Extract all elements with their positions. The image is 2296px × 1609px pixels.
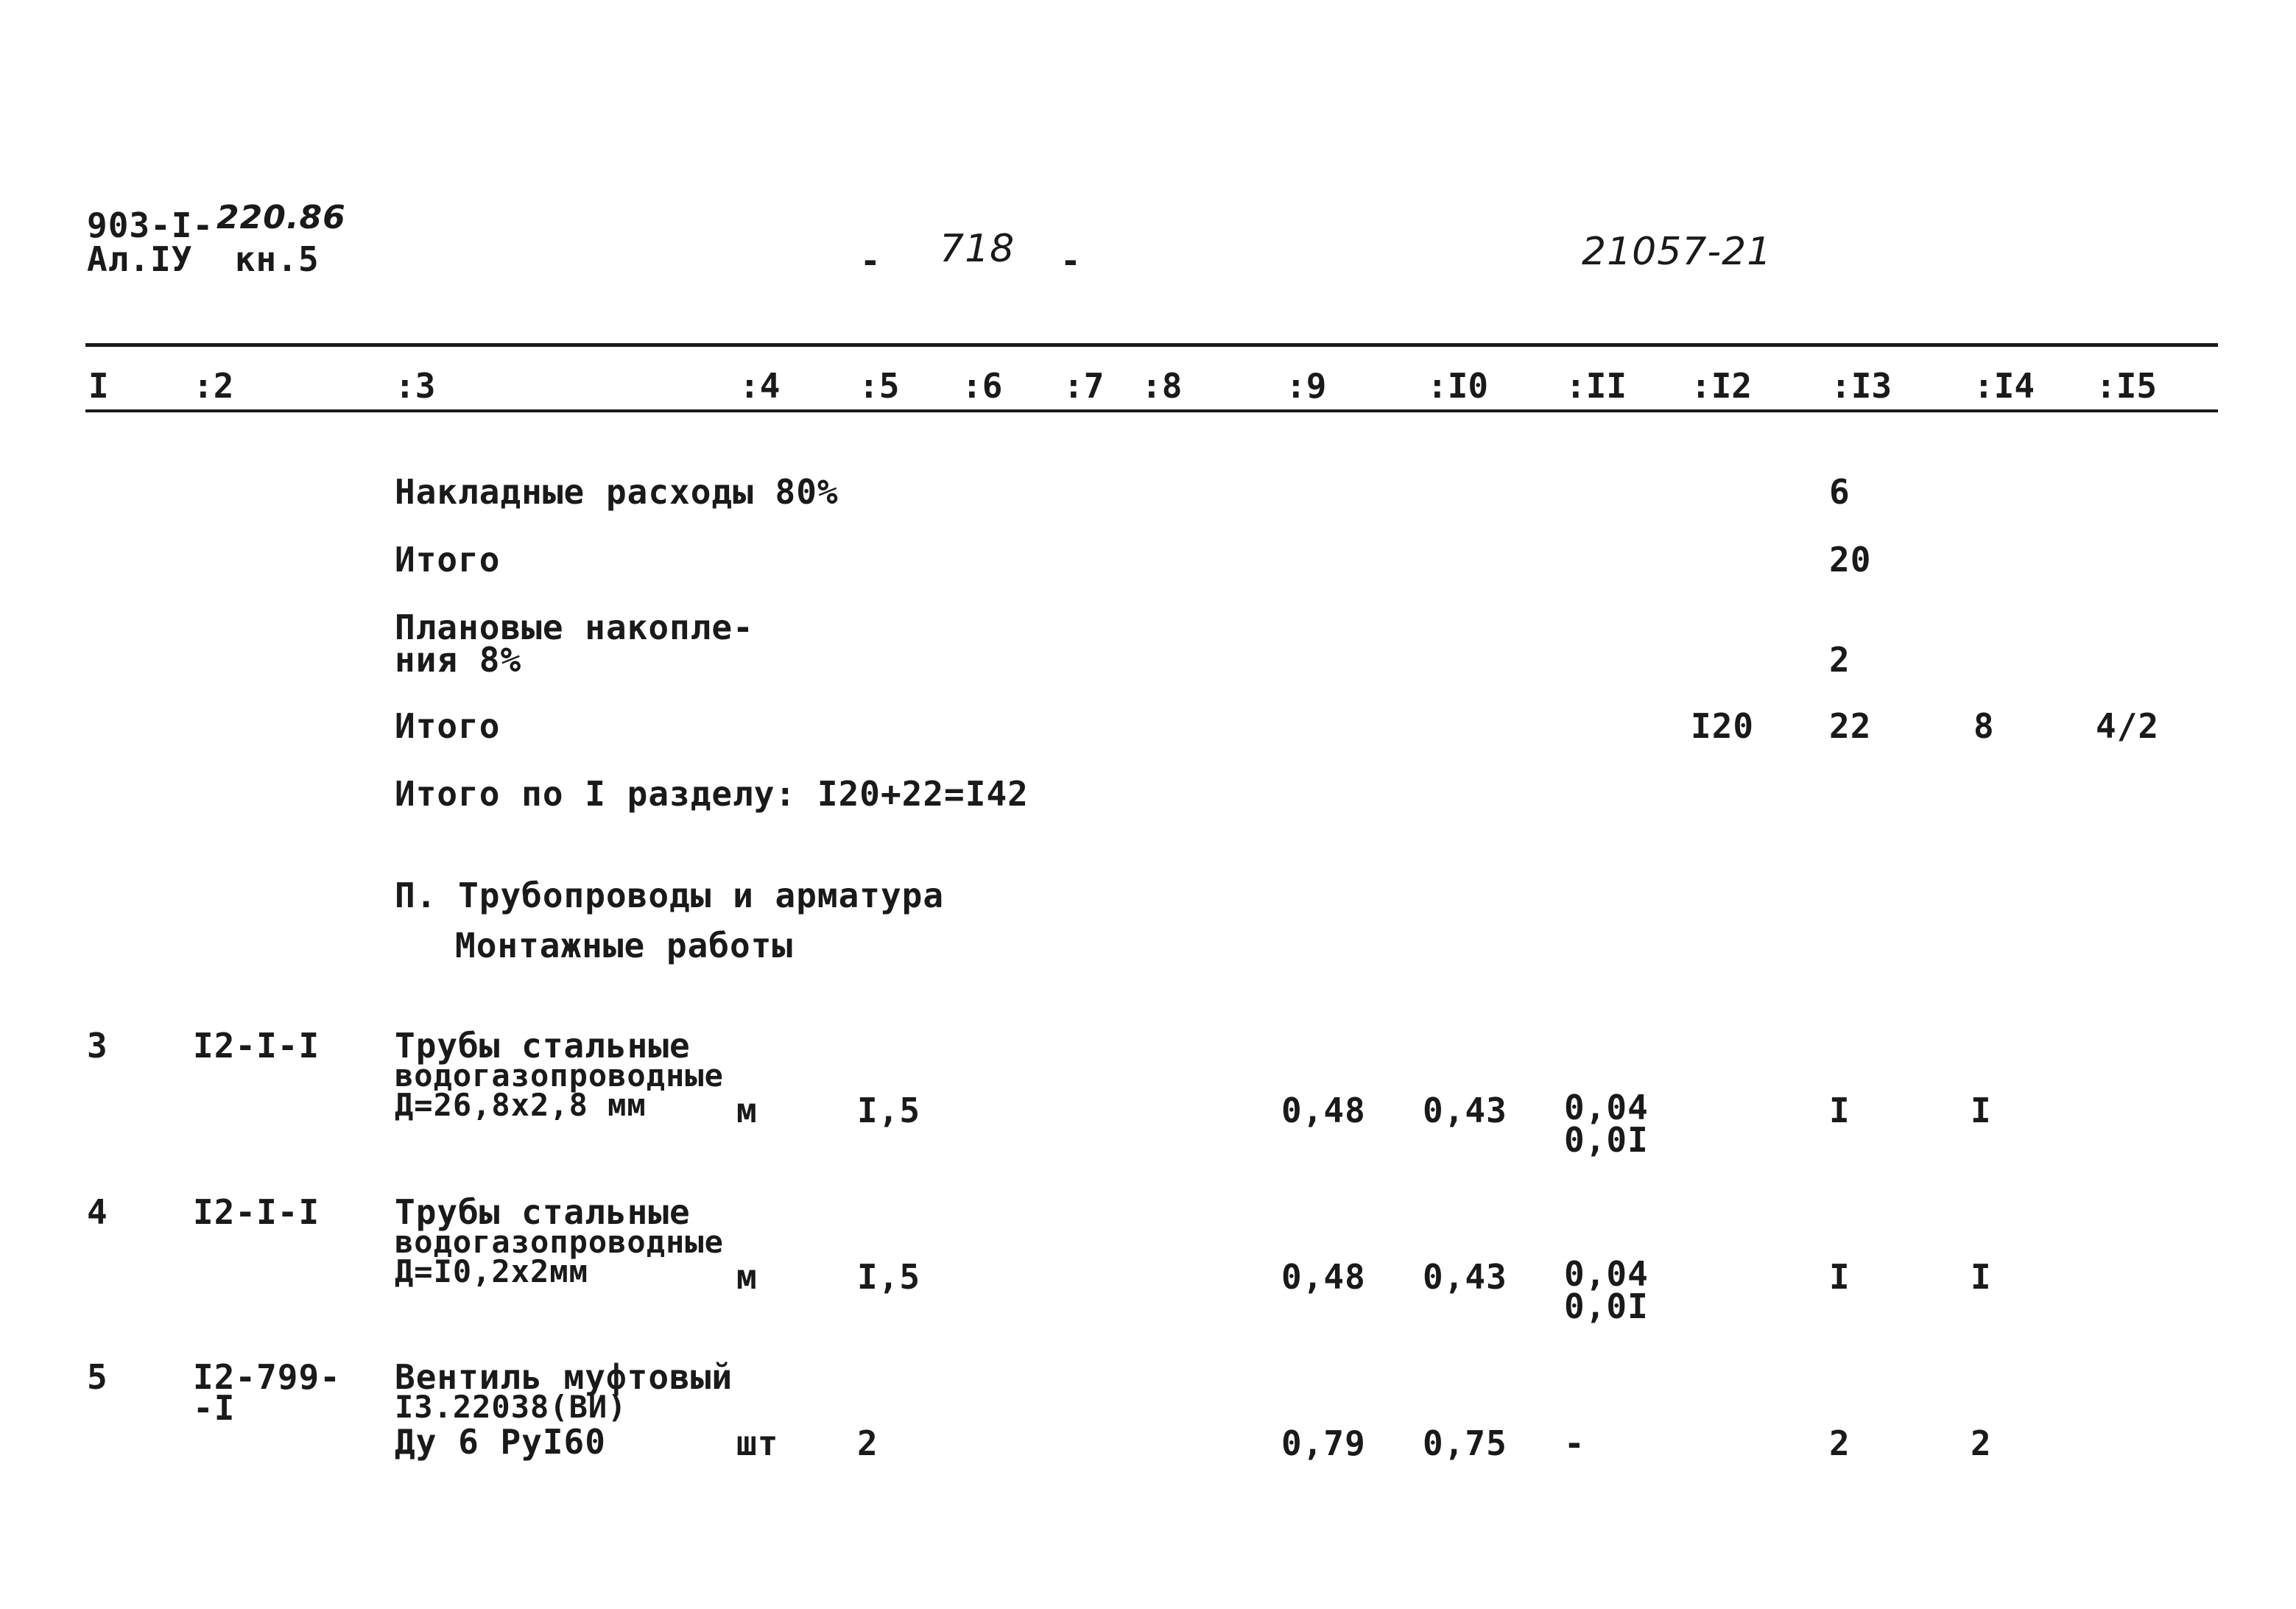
page-number: 718 — [940, 227, 1015, 271]
total-label: Итого — [395, 706, 501, 746]
row-description-line1: Трубы стальные — [395, 1026, 691, 1066]
row-quantity: I,5 — [857, 1257, 921, 1297]
row-col10: 0,75 — [1423, 1423, 1507, 1463]
row-unit: шт — [736, 1423, 779, 1463]
column-header-4: :4 — [739, 366, 781, 406]
row-description-line2: I3.22038(ВИ) — [395, 1389, 627, 1425]
row-description-line1: Трубы стальные — [395, 1192, 691, 1232]
overhead-value: 6 — [1829, 472, 1850, 512]
column-header-11: :II — [1566, 366, 1627, 406]
page-dash-right: - — [1060, 241, 1082, 281]
total-value: 20 — [1829, 540, 1872, 580]
row-unit: м — [736, 1091, 758, 1130]
row-col14: I — [1971, 1091, 1992, 1130]
row-unit: м — [736, 1257, 758, 1297]
row-code-line2: -I — [193, 1388, 236, 1428]
column-header-7: :7 — [1063, 366, 1105, 406]
column-header-6: :6 — [962, 366, 1003, 406]
row-quantity: I,5 — [857, 1091, 921, 1130]
section-subtitle: Монтажные работы — [455, 926, 794, 965]
sheet-number: 21057-21 — [1582, 230, 1772, 274]
row-col11: - — [1564, 1423, 1585, 1463]
row-col10: 0,43 — [1423, 1091, 1507, 1130]
row-code: I2-I-I — [193, 1192, 320, 1232]
table-top-rule — [85, 343, 2218, 347]
row-number: 4 — [87, 1192, 108, 1232]
row-col10: 0,43 — [1423, 1257, 1507, 1297]
row-description-line3: Д=26,8х2,8 мм — [395, 1087, 647, 1123]
row-quantity: 2 — [857, 1423, 878, 1463]
album-line: Ал.IУ кн.5 — [87, 239, 320, 279]
column-header-10: :I0 — [1427, 366, 1489, 406]
row-col11-top: 0,04 — [1564, 1254, 1649, 1294]
section-title: П. Трубопроводы и арматура — [395, 876, 945, 915]
row-col13: I — [1829, 1091, 1850, 1130]
column-header-9: :9 — [1286, 366, 1327, 406]
section-total: Итого по I разделу: I20+22=I42 — [395, 774, 1029, 814]
row-col11-bottom: 0,0I — [1564, 1120, 1649, 1160]
planned-label-line2: ния 8% — [395, 640, 522, 680]
planned-value: 2 — [1829, 640, 1850, 680]
overhead-label: Накладные расходы 80% — [395, 472, 839, 512]
row-col13: I — [1829, 1257, 1850, 1297]
column-header-5: :5 — [859, 366, 900, 406]
row-col13: 2 — [1829, 1423, 1850, 1463]
column-header-13: :I3 — [1831, 366, 1892, 406]
column-header-3: :3 — [395, 366, 436, 406]
row-col9: 0,48 — [1281, 1091, 1366, 1130]
row-description-line2: водогазопроводные — [395, 1057, 724, 1094]
row-number: 5 — [87, 1357, 108, 1397]
column-header-12: :I2 — [1691, 366, 1753, 406]
column-header-1: I — [88, 366, 109, 406]
row-description-line1: Вентиль муфтовый — [395, 1357, 733, 1397]
row-description-line3: Ду 6 РуI60 — [395, 1422, 606, 1462]
total-col13-value: 22 — [1829, 706, 1872, 746]
row-col14: I — [1971, 1257, 1992, 1297]
doc-code-prefix: 903-I- — [87, 205, 214, 245]
row-col11-top: 0,04 — [1564, 1088, 1649, 1127]
total-col15-value: 4/2 — [2096, 706, 2160, 746]
row-col9: 0,79 — [1281, 1423, 1366, 1463]
row-description-line2: водогазопроводные — [395, 1224, 724, 1260]
row-col14: 2 — [1971, 1423, 1992, 1463]
column-header-14: :I4 — [1973, 366, 2035, 406]
page-dash-left: - — [860, 241, 881, 281]
doc-code-suffix: 220.86 — [216, 199, 346, 236]
planned-label-line1: Плановые накопле- — [395, 608, 754, 647]
column-header-8: :8 — [1141, 366, 1183, 406]
row-col9: 0,48 — [1281, 1257, 1366, 1297]
row-code-line1: I2-799- — [193, 1357, 341, 1397]
total-col12-value: I20 — [1691, 706, 1755, 746]
row-col11-bottom: 0,0I — [1564, 1286, 1649, 1326]
column-header-15: :I5 — [2096, 366, 2158, 406]
total-col14-value: 8 — [1973, 706, 1995, 746]
row-code: I2-I-I — [193, 1026, 320, 1066]
row-number: 3 — [87, 1026, 108, 1066]
column-header-2: :2 — [193, 366, 234, 406]
row-description-line3: Д=I0,2х2мм — [395, 1253, 588, 1289]
total-label: Итого — [395, 540, 501, 580]
table-header-rule — [85, 409, 2218, 412]
